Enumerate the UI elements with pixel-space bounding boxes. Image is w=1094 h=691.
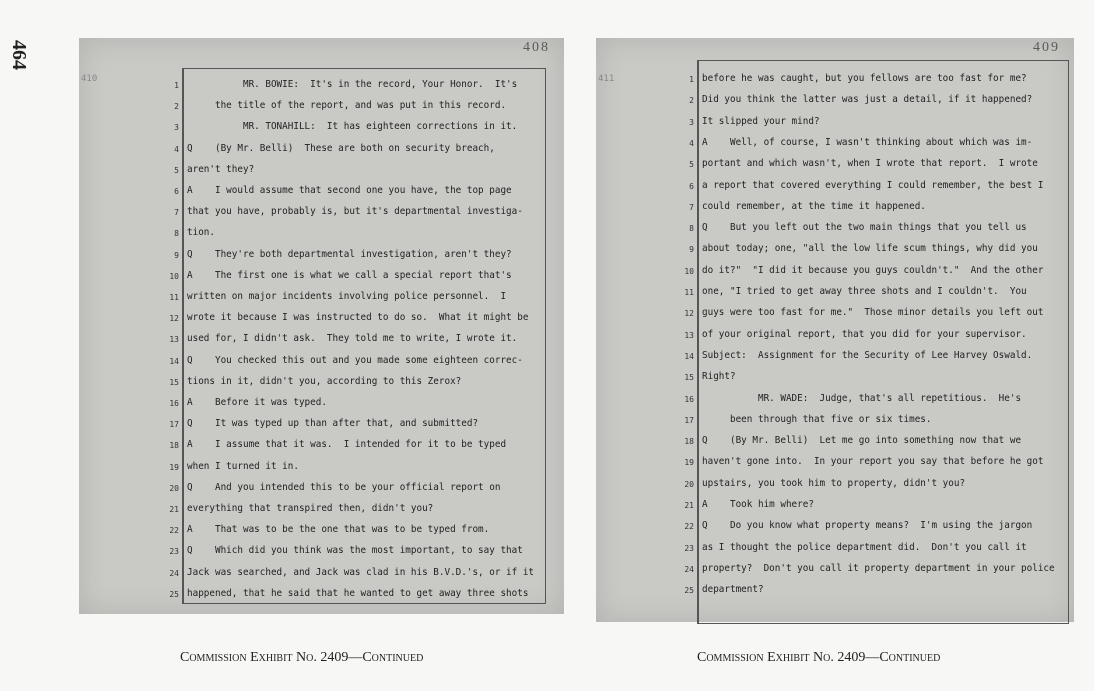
line-number: 18 <box>684 437 694 447</box>
line-number: 22 <box>169 526 179 536</box>
transcript-line: guys were too fast for me." Those minor details you left out <box>702 307 1044 319</box>
line-number: 14 <box>684 351 694 361</box>
line-number: 20 <box>169 483 179 493</box>
right-line-number-column <box>676 61 699 623</box>
transcript-line: It slipped your mind? <box>702 115 820 127</box>
transcript-line: Q And you intended this to be your official report on <box>187 481 501 493</box>
transcript-line: as I thought the police department did. Don't you call it <box>702 541 1027 553</box>
transcript-line: portant and which wasn't, when I wrote that report. I wrote <box>702 158 1038 170</box>
transcript-line: Jack was searched, and Jack was clad in his B.V.D.'s, or if it <box>187 566 535 578</box>
line-number: 21 <box>684 501 694 510</box>
transcript-line: A That was to be the one that was to be typed from. <box>187 524 490 536</box>
left-side-mark: 410 <box>81 74 98 84</box>
left-caption: Commission Exhibit No. 2409—Continued <box>180 650 424 665</box>
line-number: 7 <box>689 202 694 212</box>
line-number: 23 <box>169 547 179 557</box>
transcript-line: Q Do you know what property means? I'm using the jargon <box>702 520 1033 532</box>
transcript-line: A The first one is what we call a special report that's <box>187 269 512 281</box>
transcript-line: MR. TONAHILL: It has eighteen corrections in it. <box>187 121 518 133</box>
transcript-line: Right? <box>702 371 736 383</box>
line-number: 6 <box>689 181 694 191</box>
line-number: 10 <box>169 271 179 281</box>
transcript-line: used for, I didn't ask. They told me to write, I wrote it. <box>187 333 518 345</box>
transcript-line: A Before it was typed. <box>187 397 327 408</box>
line-number: 15 <box>684 373 694 383</box>
transcript-line: A Well, of course, I wasn't thinking about which was im- <box>702 136 1033 148</box>
transcript-line: about today; one, "all the low life scum things, why did you <box>702 243 1038 255</box>
transcript-line: Did you think the latter was just a detail, if it happened? <box>702 94 1033 106</box>
transcript-line: happened, that he said that he wanted to get away three shots <box>187 587 529 599</box>
transcript-line: been through that five or six times. <box>702 413 932 425</box>
line-number: 19 <box>684 458 694 468</box>
line-number: 6 <box>174 187 179 196</box>
transcript-line: Q You checked this out and you made some eighteen correc- <box>187 354 523 366</box>
transcript-line: a report that covered everything I could remember, the best I <box>702 179 1044 191</box>
transcript-line: Q (By Mr. Belli) These are both on security breach, <box>187 142 495 154</box>
line-number: 12 <box>169 314 179 324</box>
line-number: 25 <box>169 589 179 599</box>
transcript-line: Q It was typed up than after that, and submitted? <box>187 418 479 430</box>
line-number: 14 <box>169 356 179 366</box>
right-transcript-page <box>596 38 1074 622</box>
left-page-number: 408 <box>523 40 550 55</box>
transcript-line: the title of the report, and was put in this record. <box>187 100 507 112</box>
line-number: 10 <box>684 266 694 276</box>
right-caption: Commission Exhibit No. 2409—Continued <box>697 650 941 665</box>
line-number: 13 <box>169 335 179 345</box>
left-transcript-page <box>79 38 564 614</box>
right-side-mark: 411 <box>598 74 615 84</box>
line-number: 8 <box>174 229 179 239</box>
transcript-line: Q But you left out the two main things that you tell us <box>702 222 1027 234</box>
line-number: 9 <box>174 250 179 260</box>
transcript-line: that you have, probably is, but it's departmental investiga- <box>187 206 523 218</box>
transcript-line: tion. <box>187 227 215 239</box>
transcript-line: MR. WADE: Judge, that's all repetitious. He's <box>702 392 1022 404</box>
transcript-line: one, "I tried to get away three shots and I couldn't. You <box>702 286 1027 297</box>
line-number: 23 <box>684 543 694 553</box>
line-number: 3 <box>174 123 179 133</box>
line-number: 9 <box>689 245 694 255</box>
transcript-line: upstairs, you took him to property, didn't you? <box>702 477 966 489</box>
line-number: 16 <box>684 394 694 404</box>
transcript-line: Q (By Mr. Belli) Let me go into something now that we <box>702 435 1022 447</box>
transcript-line: A Took him where? <box>702 499 814 510</box>
line-number: 15 <box>169 377 179 387</box>
line-number: 19 <box>169 462 179 472</box>
transcript-line: wrote it because I was instructed to do so. What it might be <box>187 312 529 324</box>
transcript-line: A I assume that it was. I intended for it to be typed <box>187 439 507 451</box>
right-page-number: 409 <box>1033 40 1060 55</box>
line-number: 11 <box>169 293 179 302</box>
transcript-line: tions in it, didn't you, according to this Zerox? <box>187 375 462 387</box>
transcript-line: of your original report, that you did for your supervisor. <box>702 328 1027 340</box>
line-number: 5 <box>174 165 179 175</box>
left-line-number-column <box>157 69 184 603</box>
line-number: 24 <box>684 564 694 574</box>
transcript-line: Subject: Assignment for the Security of Lee Harvey Oswald. <box>702 349 1033 361</box>
transcript-line: everything that transpired then, didn't you? <box>187 503 434 514</box>
left-text-frame <box>169 68 546 604</box>
line-number: 4 <box>689 138 694 148</box>
line-number: 22 <box>684 522 694 532</box>
line-number: 17 <box>169 420 179 430</box>
line-number: 16 <box>169 399 179 408</box>
line-number: 17 <box>684 415 694 425</box>
line-number: 11 <box>684 288 694 297</box>
line-number: 18 <box>169 441 179 451</box>
transcript-line: written on major incidents involving police personnel. I <box>187 291 507 302</box>
right-text-frame <box>684 60 1069 624</box>
line-number: 24 <box>169 568 179 578</box>
line-number: 7 <box>174 208 179 218</box>
line-number: 20 <box>684 479 694 489</box>
line-number: 8 <box>689 224 694 234</box>
transcript-line: do it?" "I did it because you guys couldn't." And the other <box>702 264 1044 276</box>
line-number: 5 <box>689 160 694 170</box>
transcript-line: aren't they? <box>187 163 255 175</box>
transcript-line: property? Don't you call it property department in your police <box>702 562 1055 574</box>
book-page-number: 464 <box>8 40 30 70</box>
line-number: 1 <box>174 81 179 90</box>
transcript-line: A I would assume that second one you have, the top page <box>187 185 512 196</box>
transcript-line: MR. BOWIE: It's in the record, Your Honor. It's <box>187 79 518 90</box>
transcript-line: before he was caught, but you fellows are too fast for me? <box>702 73 1027 84</box>
line-number: 4 <box>174 144 179 154</box>
line-number: 12 <box>684 309 694 319</box>
line-number: 21 <box>169 505 179 514</box>
line-number: 2 <box>689 96 694 106</box>
transcript-line: haven't gone into. In your report you say that before he got <box>702 456 1044 468</box>
transcript-line: when I turned it in. <box>187 460 299 472</box>
line-number: 13 <box>684 330 694 340</box>
transcript-line: Q They're both departmental investigation, aren't they? <box>187 248 512 260</box>
transcript-line: could remember, at the time it happened. <box>702 200 926 212</box>
transcript-line: department? <box>702 584 764 596</box>
line-number: 1 <box>689 75 694 84</box>
line-number: 3 <box>689 117 694 127</box>
line-number: 2 <box>174 102 179 112</box>
line-number: 25 <box>684 586 694 596</box>
transcript-line: Q Which did you think was the most important, to say that <box>187 545 523 557</box>
